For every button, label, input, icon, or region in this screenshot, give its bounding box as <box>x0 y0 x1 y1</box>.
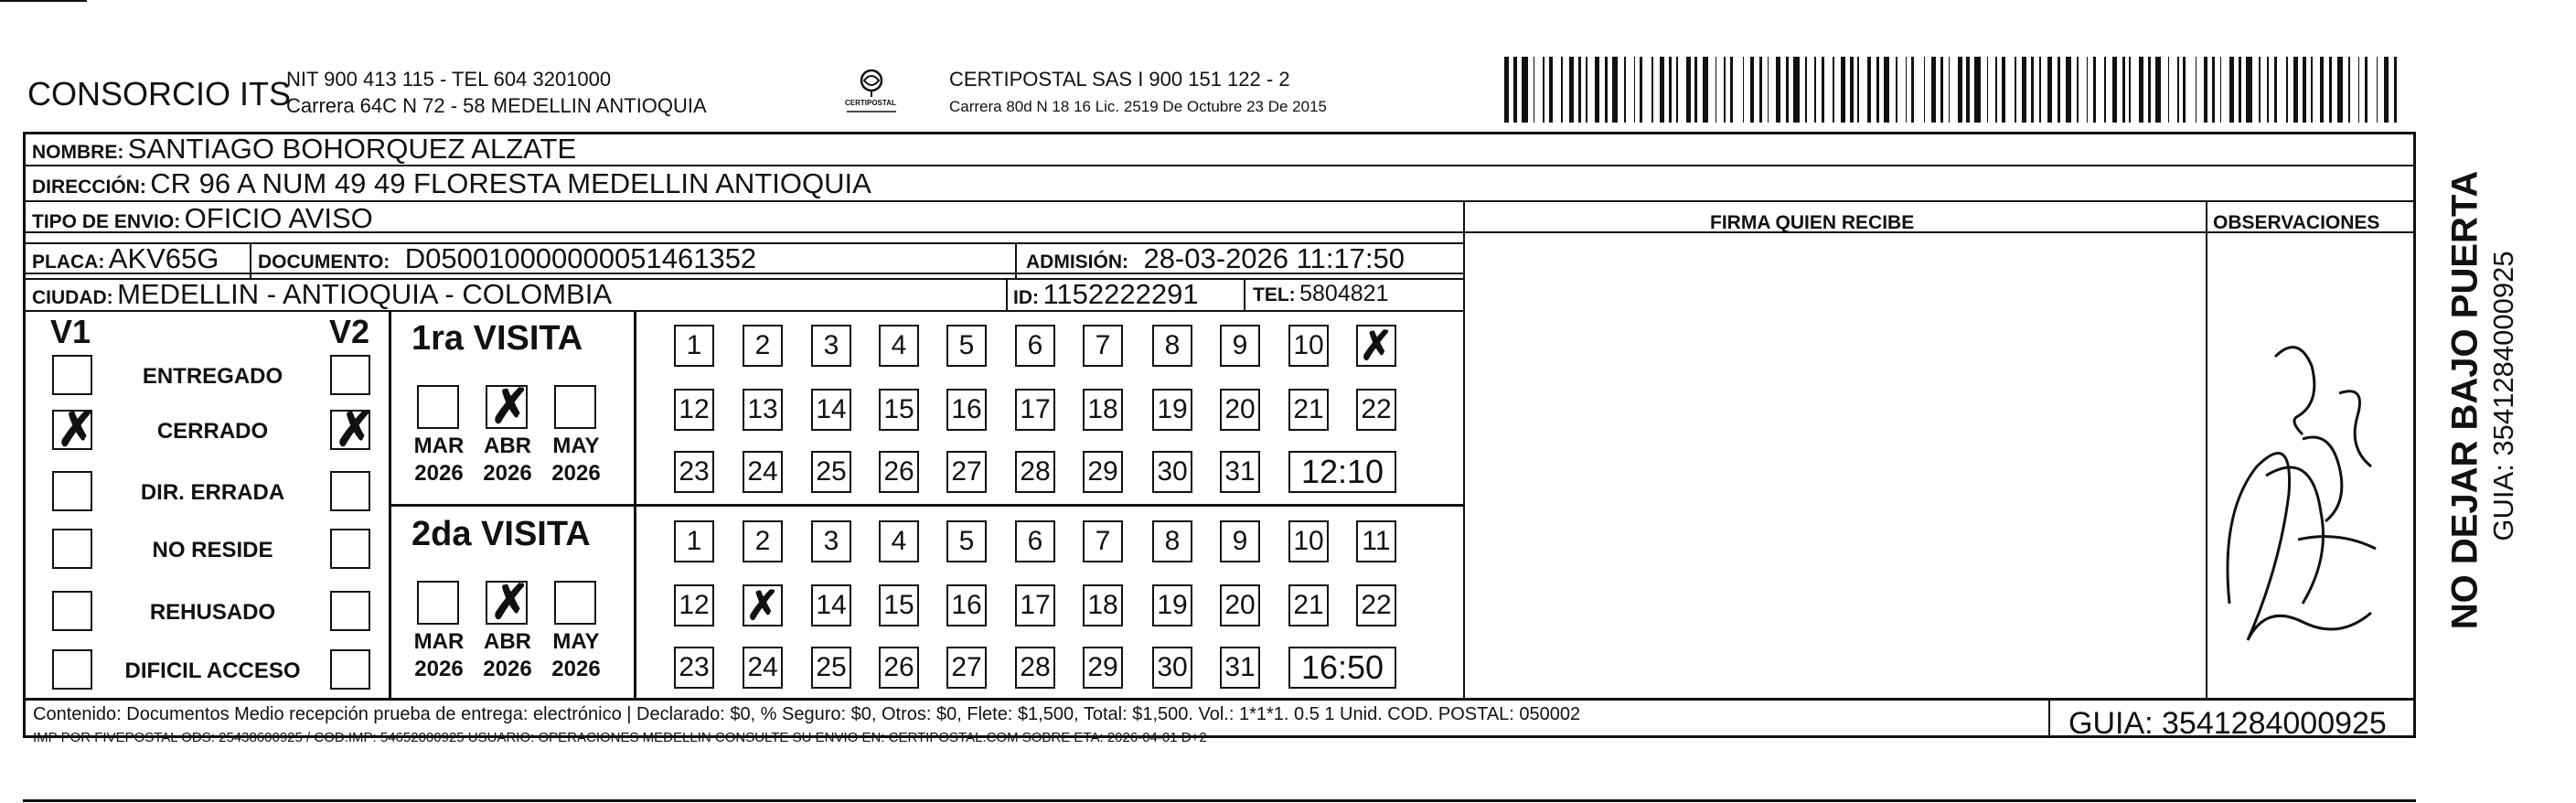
barcode-bar <box>2002 57 2004 123</box>
barcode-bar <box>1896 57 1897 123</box>
month-checkbox[interactable] <box>417 581 459 625</box>
day-box[interactable]: 31 <box>1220 647 1260 689</box>
barcode-bar <box>1504 57 1509 123</box>
day-box[interactable]: 30 <box>1152 647 1192 689</box>
status-label: ENTREGADO <box>142 364 283 389</box>
day-box[interactable]: 20 <box>1220 584 1260 626</box>
barcode-bar <box>2358 57 2360 123</box>
barcode-bar <box>2329 57 2332 123</box>
day-box[interactable]: 3 <box>811 520 851 562</box>
barcode-bar <box>1949 57 1951 123</box>
visit-title: 2da VISITA <box>412 515 591 553</box>
barcode-bar <box>1833 57 1834 123</box>
barcode-bar <box>1750 57 1755 123</box>
v2-checkbox[interactable] <box>330 591 370 631</box>
no-dejar-bajo-puerta: NO DEJAR BAJO PUERTA <box>2444 170 2485 630</box>
barcode-bar <box>1876 57 1879 123</box>
day-box[interactable]: 26 <box>879 451 919 493</box>
certipostal-logo <box>839 66 903 121</box>
nombre-row <box>32 133 576 166</box>
barcode-bar <box>2259 57 2261 123</box>
day-box[interactable]: 24 <box>743 451 783 493</box>
month-label: MAY <box>552 629 600 654</box>
status-label: NO RESIDE <box>152 538 273 562</box>
barcode-bar <box>2274 57 2277 123</box>
company-name: CONSORCIO ITS <box>27 75 292 112</box>
barcode-bar <box>1995 57 1997 123</box>
month-check-mark: ✗ <box>490 380 530 434</box>
barcode-bar <box>2093 57 2096 123</box>
day-box[interactable]: 23 <box>674 647 714 689</box>
barcode-bar <box>1730 57 1733 123</box>
barcode-bar <box>1669 57 1672 123</box>
barcode-bar <box>1686 57 1691 123</box>
contenido-line: Contenido: Documentos Medio recepción prueba de entrega: electrónico | Declarado: $0, % Seguro: $0, Otros: $0, Flete: $1,500, Total: $1,500. Vol.: 1*1*1. 0.5 1 Unid. COD. POSTAL: 050002 <box>33 704 1581 724</box>
observaciones-label: OBSERVACIONES <box>2213 212 2380 233</box>
barcode-bar <box>1549 57 1552 123</box>
barcode-bar <box>1814 57 1816 123</box>
day-box[interactable]: 5 <box>946 325 987 367</box>
tipo-value: OFICIO AVISO <box>184 202 373 234</box>
day-box[interactable]: 31 <box>1220 451 1260 493</box>
month-label: ABR <box>484 434 531 458</box>
id-row <box>1013 278 1199 311</box>
barcode-bar <box>1867 57 1872 123</box>
barcode-bar <box>2204 57 2208 123</box>
barcode-bar <box>2066 57 2071 123</box>
ciudad-row <box>32 278 612 311</box>
day-box[interactable]: 27 <box>946 647 987 689</box>
day-box[interactable]: 17 <box>1015 389 1055 431</box>
barcode-bar <box>1595 57 1599 123</box>
day-box[interactable]: 20 <box>1220 389 1260 431</box>
visit-title: 1ra VISITA <box>412 319 583 358</box>
barcode-bar <box>1743 57 1745 123</box>
id-value: 1152222291 <box>1042 278 1199 310</box>
day-box[interactable]: 29 <box>1083 451 1123 493</box>
guia-vertical: GUIA: 3541284000925 <box>2487 251 2519 541</box>
firma-label: FIRMA QUIEN RECIBE <box>1710 212 1915 233</box>
v2-checkbox[interactable] <box>330 649 370 690</box>
barcode-bar <box>2246 57 2251 123</box>
barcode-bar <box>2384 57 2389 123</box>
day-box[interactable]: 25 <box>811 451 851 493</box>
barcode-bar <box>2212 57 2215 123</box>
status-label: CERRADO <box>156 419 269 444</box>
nombre-label: NOMBRE: <box>32 142 124 163</box>
barcode-bar <box>1841 57 1845 123</box>
day-box[interactable]: 26 <box>879 647 919 689</box>
year-label: 2026 <box>551 657 601 681</box>
placa-value: AKV65G <box>108 242 219 274</box>
scan-edge-line <box>0 0 87 2</box>
v2-check-mark: ✗ <box>335 403 375 456</box>
barcode-bar <box>2239 57 2241 123</box>
day-box[interactable]: 30 <box>1152 451 1192 493</box>
v2-checkbox[interactable] <box>330 471 370 511</box>
barcode-bar <box>2377 57 2378 123</box>
barcode-bar <box>2077 57 2079 123</box>
day-box[interactable]: 22 <box>1356 584 1396 626</box>
v1-checkbox[interactable] <box>52 529 92 569</box>
barcode-bar <box>1924 57 1926 123</box>
ciudad-label: CIUDAD: <box>32 287 113 308</box>
signature-area[interactable] <box>1468 236 2199 693</box>
documento-row <box>258 242 756 275</box>
barcode-bar <box>2015 57 2016 123</box>
day-box[interactable]: 9 <box>1220 520 1260 562</box>
day-box[interactable]: 2 <box>743 520 783 562</box>
company-nit: NIT 900 413 115 - TEL 604 3201000 <box>286 68 612 91</box>
barcode-bar <box>1987 57 1989 123</box>
ciudad-value: MEDELLIN - ANTIOQUIA - COLOMBIA <box>117 278 612 310</box>
month-check-mark: ✗ <box>490 576 530 629</box>
day-box[interactable]: 21 <box>1288 584 1329 626</box>
barcode-bar <box>1634 57 1636 123</box>
id-label: ID: <box>1013 287 1039 308</box>
barcode-bar <box>2177 57 2179 123</box>
day-box[interactable]: 29 <box>1083 647 1123 689</box>
barcode-bar <box>2058 57 2060 123</box>
day-box[interactable]: 19 <box>1152 389 1192 431</box>
day-box[interactable]: 28 <box>1015 451 1055 493</box>
barcode-bar <box>1561 57 1563 123</box>
day-box[interactable]: 16 <box>946 584 987 626</box>
barcode-bar <box>2311 57 2313 123</box>
barcode-bar <box>1974 57 1980 123</box>
tel-value: 5804821 <box>1299 281 1389 306</box>
v1-check-mark: ✗ <box>57 403 97 456</box>
tel-label: TEL: <box>1253 284 1296 305</box>
barcode-bar <box>2286 57 2288 123</box>
barcode-bar <box>1640 57 1642 123</box>
day-box[interactable]: 9 <box>1220 325 1260 367</box>
barcode-bar <box>2168 57 2170 123</box>
barcode-bar <box>1612 57 1618 123</box>
day-box[interactable]: 18 <box>1083 584 1123 626</box>
barcode-bar <box>2022 57 2026 123</box>
month-checkbox[interactable] <box>417 385 459 429</box>
v1-checkbox[interactable] <box>52 649 92 690</box>
barcode-bar <box>2348 57 2350 123</box>
barcode-bar <box>1822 57 1824 123</box>
barcode-bar <box>2087 57 2089 123</box>
barcode-bar <box>1911 57 1914 123</box>
company-address: Carrera 64C N 72 - 58 MEDELLIN ANTIOQUIA <box>286 94 707 117</box>
barcode-bar <box>2031 57 2034 123</box>
day-box[interactable]: 3 <box>811 325 851 367</box>
carrier-name: CERTIPOSTAL SAS I 900 151 122 - 2 <box>949 68 1290 91</box>
day-box[interactable]: 18 <box>1083 389 1123 431</box>
day-box[interactable]: 15 <box>879 389 919 431</box>
status-label: DIR. ERRADA <box>140 480 285 505</box>
day-box[interactable]: 7 <box>1083 325 1123 367</box>
year-label: 2026 <box>414 657 464 681</box>
day-box[interactable]: 14 <box>811 389 851 431</box>
v2-checkbox[interactable] <box>330 355 370 395</box>
side-vertical-text <box>2425 165 2519 677</box>
direccion-row <box>32 167 871 200</box>
admision-value: 28-03-2026 11:17:50 <box>1143 242 1406 274</box>
barcode-bar <box>1776 57 1780 123</box>
observation-signature <box>2211 329 2394 686</box>
day-box[interactable]: 28 <box>1015 647 1055 689</box>
barcode-bar <box>1805 57 1807 123</box>
barcode-bar <box>2104 57 2106 123</box>
barcode-bar <box>2365 57 2368 123</box>
logo-text: CERTIPOSTAL <box>845 99 896 107</box>
day-box[interactable]: 19 <box>1152 584 1192 626</box>
day-box[interactable]: 13 <box>743 389 783 431</box>
barcode-bar <box>2220 57 2222 123</box>
barcode-bar <box>1624 57 1626 123</box>
day-box[interactable]: 11 <box>1356 520 1396 562</box>
day-box[interactable]: 10 <box>1288 520 1329 562</box>
year-label: 2026 <box>551 461 601 486</box>
barcode-bar <box>2129 57 2131 123</box>
year-label: 2026 <box>414 461 464 486</box>
barcode-bar <box>1522 57 1527 123</box>
barcode-bar <box>1660 57 1664 123</box>
day-box[interactable]: 17 <box>1015 584 1055 626</box>
day-box[interactable]: 4 <box>879 325 919 367</box>
barcode-bar <box>2303 57 2305 123</box>
barcode-bar <box>2267 57 2269 123</box>
barcode-bar <box>1578 57 1581 123</box>
barcode-bar <box>2394 57 2397 123</box>
barcode-bar <box>1724 57 1726 123</box>
v1-header: V1 <box>50 313 91 350</box>
barcode-bar <box>1586 57 1587 123</box>
barcode-bar <box>1793 57 1799 123</box>
barcode-bar <box>1569 57 1574 123</box>
month-label: MAY <box>552 434 600 458</box>
day-box[interactable]: 27 <box>946 451 987 493</box>
barcode-bar <box>1651 57 1653 123</box>
barcode-bar <box>2039 57 2041 123</box>
v2-header: V2 <box>329 313 370 350</box>
status-label: REHUSADO <box>149 600 276 625</box>
nombre-value: SANTIAGO BOHORQUEZ ALZATE <box>127 133 577 165</box>
tipo-label: TIPO DE ENVIO: <box>32 211 181 232</box>
day-box-marked[interactable]: ✗ <box>1356 325 1396 367</box>
v1-checkbox[interactable] <box>52 591 92 631</box>
barcode-bar <box>2112 57 2117 123</box>
barcode-bar <box>2229 57 2234 123</box>
v2-checkbox[interactable] <box>330 529 370 569</box>
barcode-bar <box>1884 57 1889 123</box>
year-label: 2026 <box>483 657 532 681</box>
barcode-bar <box>1759 57 1762 123</box>
documento-label: DOCUMENTO: <box>258 252 390 273</box>
barcode-bar <box>1605 57 1608 123</box>
day-box[interactable]: 21 <box>1288 389 1329 431</box>
day-box[interactable]: 15 <box>879 584 919 626</box>
barcode-bar <box>2196 57 2197 123</box>
admision-row <box>1026 242 1405 275</box>
barcode-bar <box>2139 57 2143 123</box>
day-box[interactable]: 5 <box>946 520 987 562</box>
direccion-value: CR 96 A NUM 49 49 FLORESTA MEDELLIN ANTIOQUIA <box>150 167 871 199</box>
day-box[interactable]: 25 <box>811 647 851 689</box>
barcode-bar <box>1850 57 1853 123</box>
v1-checkbox[interactable] <box>52 355 92 395</box>
v1-checkbox[interactable] <box>52 471 92 511</box>
month-label: ABR <box>484 629 531 654</box>
tipo-row <box>32 202 373 235</box>
day-box[interactable]: 22 <box>1356 389 1396 431</box>
imp-line: IMP POR FIVEPOSTAL ODS: 25438600925 / COD.IMP: 54652000925 USUARIO: OPERACIONES MEDELLIN CONSULTE SU ENVIO EN: CERTIPOSTAL.COM SOBRE ETA: 2026-04-01 D+2 <box>33 730 1207 745</box>
day-box[interactable]: 10 <box>1288 325 1329 367</box>
day-box[interactable]: 4 <box>879 520 919 562</box>
day-box[interactable]: 7 <box>1083 520 1123 562</box>
day-box[interactable]: 2 <box>743 325 783 367</box>
day-box[interactable]: 6 <box>1015 325 1055 367</box>
barcode-bar <box>2293 57 2298 123</box>
barcode-bar <box>1768 57 1769 123</box>
barcode-bar <box>2148 57 2151 123</box>
barcode-bar <box>2122 57 2125 123</box>
barcode-bar <box>1906 57 1908 123</box>
documento-value: D050010000000051461352 <box>404 242 757 274</box>
day-box[interactable]: 23 <box>674 451 714 493</box>
scan-bottom-edge <box>23 799 2416 802</box>
barcode-bar <box>2320 57 2325 123</box>
barcode-bar <box>1534 57 1535 123</box>
barcode-bar <box>1676 57 1678 123</box>
month-checkbox[interactable] <box>554 581 596 625</box>
day-box[interactable]: 1 <box>674 325 714 367</box>
direccion-label: DIRECCIÓN: <box>32 177 146 198</box>
status-label: DIFICIL ACCESO <box>124 658 301 683</box>
month-label: MAR <box>413 434 465 458</box>
barcode-bar <box>2183 57 2186 123</box>
day-box[interactable]: 6 <box>1015 520 1055 562</box>
day-box[interactable]: 24 <box>743 647 783 689</box>
barcode-bar <box>2155 57 2161 123</box>
visit-time-box[interactable]: 16:50 <box>1288 647 1396 689</box>
barcode <box>1504 57 2396 123</box>
day-box-marked[interactable]: ✗ <box>743 584 783 626</box>
tel-row <box>1253 281 1388 307</box>
barcode-bar <box>1694 57 1697 123</box>
barcode-bar <box>1786 57 1789 123</box>
barcode-bar <box>1958 57 1962 123</box>
barcode-bar <box>1857 57 1859 123</box>
barcode-bar <box>1513 57 1516 123</box>
barcode-bar <box>1931 57 1936 123</box>
barcode-bar <box>1940 57 1943 123</box>
carrier-license: Carrera 80d N 18 16 Lic. 2519 De Octubre 23 De 2015 <box>949 98 1327 115</box>
year-label: 2026 <box>483 461 532 486</box>
day-box[interactable]: 1 <box>674 520 714 562</box>
barcode-bar <box>2337 57 2343 123</box>
day-box[interactable]: 12 <box>674 584 714 626</box>
day-box[interactable]: 8 <box>1152 325 1192 367</box>
barcode-bar <box>1703 57 1708 123</box>
footer-guia: GUIA: 3541284000925 <box>2068 706 2387 741</box>
day-box[interactable]: 8 <box>1152 520 1192 562</box>
visit-time-box[interactable]: 12:10 <box>1288 451 1396 493</box>
month-checkbox[interactable] <box>554 385 596 429</box>
barcode-bar <box>1543 57 1545 123</box>
month-label: MAR <box>413 629 465 654</box>
barcode-bar <box>2047 57 2052 123</box>
day-box[interactable]: 16 <box>946 389 987 431</box>
placa-row <box>32 242 219 275</box>
day-box[interactable]: 12 <box>674 389 714 431</box>
admision-label: ADMISIÓN: <box>1026 252 1128 273</box>
barcode-bar <box>1966 57 1969 123</box>
day-box[interactable]: 14 <box>811 584 851 626</box>
placa-label: PLACA: <box>32 252 105 273</box>
barcode-bar <box>1716 57 1717 123</box>
